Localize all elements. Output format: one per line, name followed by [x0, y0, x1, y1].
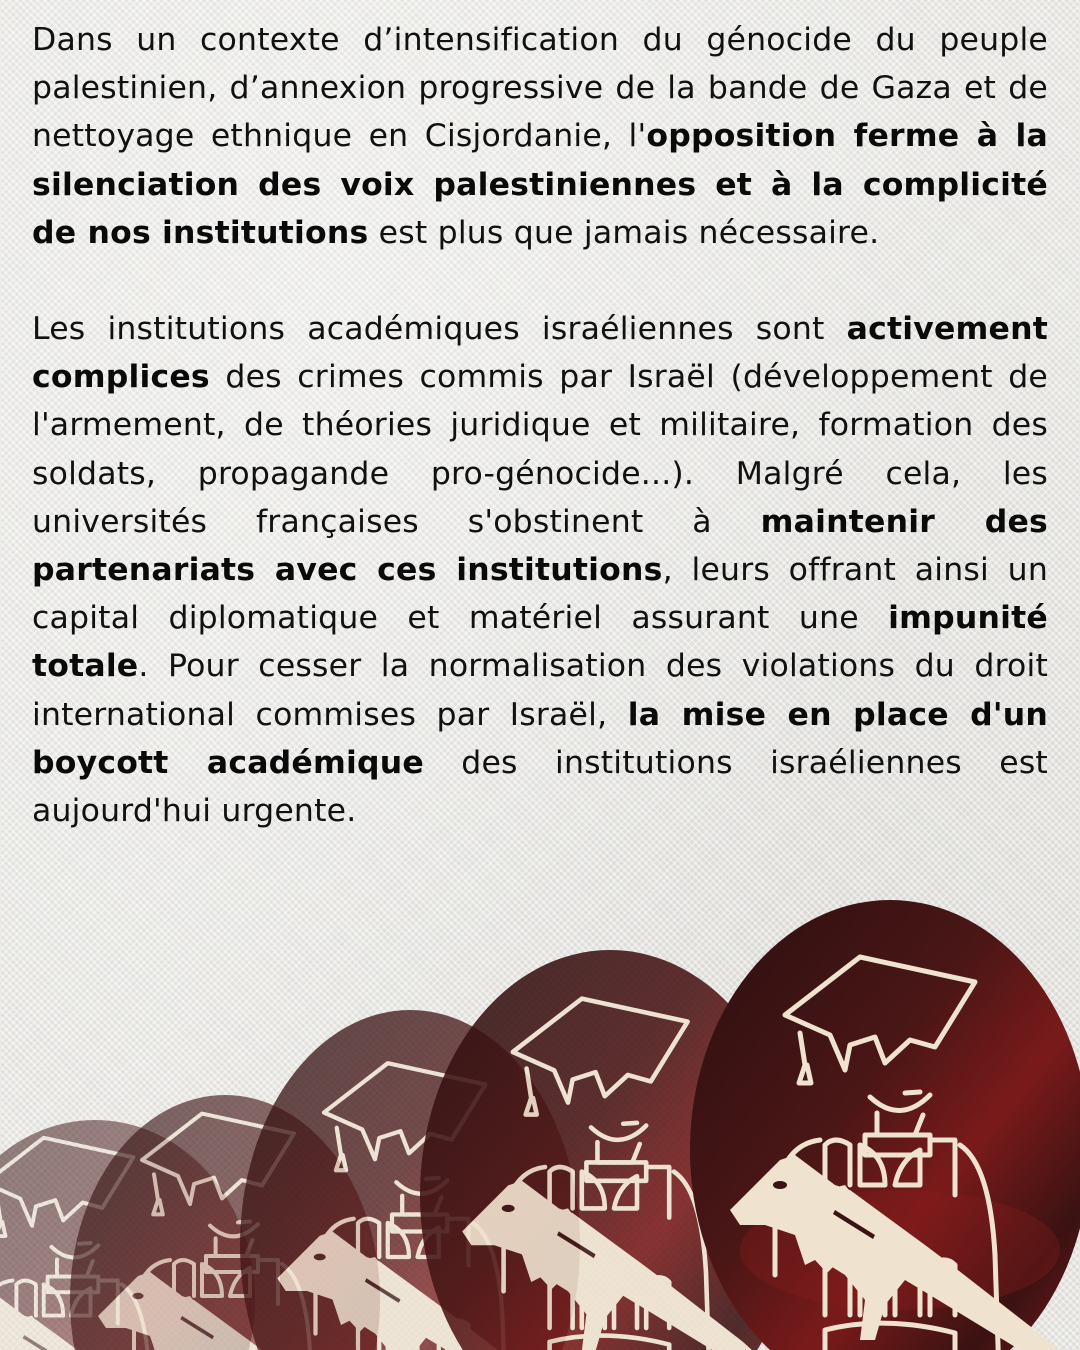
text-segment: des crimes commis par Israël (développement de l'armement, de théories juridique et militaire, formation des soldats, propagande pro-génocide...). Malgré cela, les universités françaises s'obstinent à — [32, 359, 1048, 540]
oval-figure-1 — [0, 1120, 255, 1350]
emphasis-boycott: la mise en place d'un boycott académique — [32, 696, 1048, 781]
text-segment: est plus que jamais nécessaire. — [368, 214, 880, 251]
text-segment: des institutions israéliennes est aujourd'hui urgente. — [32, 744, 1048, 830]
oval-figure-2 — [70, 1095, 382, 1350]
emphasis-impunite: impunité totale — [32, 600, 1048, 685]
emphasis-opposition: opposition ferme à la silenciation des voix palestiniennes et à la complicité de nos institutions — [32, 118, 1048, 251]
text-segment: . Pour cesser la normalisation des violations du droit international commises par Israël, — [32, 648, 1048, 733]
emphasis-partenariats: maintenir des partenariats avec ces institutions — [32, 503, 1048, 589]
oval-figure-4 — [420, 950, 800, 1350]
text-segment: , leurs offrant ainsi un capital diplomatique et matériel assurant une — [32, 552, 1048, 637]
text-segment: Dans un contexte d’intensification du génocide du peuple palestinien, d’annexion progressive de la bande de Gaza et de nettoyage ethnique en Cisjordanie, l' — [32, 22, 1048, 155]
oval-figure-3 — [240, 1010, 580, 1350]
paragraph-context — [32, 16, 1048, 257]
oval-figure-5 — [690, 900, 1080, 1350]
paragraph-boycott — [32, 305, 1048, 835]
emphasis-complices: activement complices — [32, 311, 1048, 396]
body-text — [32, 16, 1048, 835]
text-segment: Les institutions académiques israéliennes sont — [32, 311, 847, 348]
